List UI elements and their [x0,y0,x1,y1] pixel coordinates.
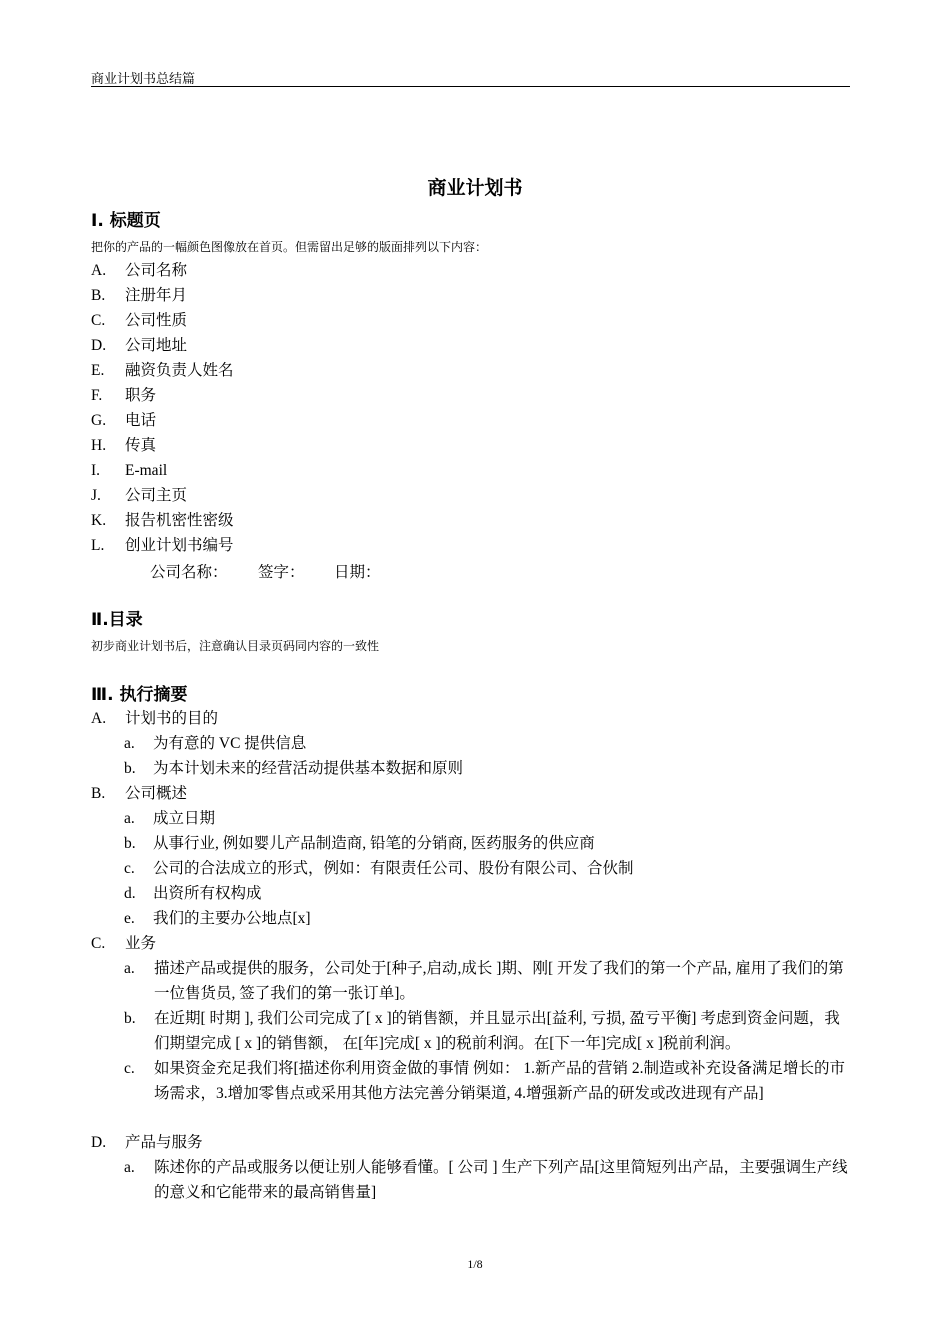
sub-list-item: b. 从事行业, 例如婴儿产品制造商, 铅笔的分销商, 医药服务的供应商 [124,835,595,852]
list-item: A. 计划书的目的 [91,710,219,727]
sub-list-item: b. 在近期[ 时期 ], 我们公司完成了[ x ]的销售额，并且显示出[益利, 亏损, 盈亏平衡] 考虑到资金问题，我们期望完成 [ x ]的销售额， 在[年]完成[ x ]的税前利润。在[下一年]完成[ x ]税前利润。 [124,1010,840,1052]
section-heading-contents: Ⅱ.目录 [91,610,143,630]
list-item: H. 传真 [91,437,157,454]
signature-label: 签字： [258,564,305,581]
list-item: C. 公司性质 [91,312,188,329]
list-item: B. 注册年月 [91,287,188,304]
list-item: B. 公司概述 [91,785,188,802]
sub-list-item: c. 如果资金充足我们将[描述你利用资金做的事情 例如： 1.新产品的营销 2.制造或补充设备满足增长的市场需求，3.增加零售点或采用其他方法完善分销渠道, 4.增强新产品的研发或改进现有产品] [124,1060,846,1102]
sub-list-item: a. 陈述你的产品或服务以便让别人能够看懂。[ 公司 ] 生产下列产品[这里简短列出产品，主要强调生产线的意义和它能带来的最高销售量] [124,1159,848,1201]
list-item: J. 公司主页 [91,487,188,504]
section-note: 初步商业计划书后，注意确认目录页码同内容的一致性 [91,639,380,653]
list-item: D. 公司地址 [91,337,188,354]
page-number: 1/8 [467,1257,483,1271]
section-note: 把你的产品的一幅颜色图像放在首页。但需留出足够的版面排列以下内容： [91,240,488,254]
date-label: 日期： [334,564,381,581]
list-item: C. 业务 [91,935,157,952]
list-item: A. 公司名称 [91,262,188,279]
list-item: L. 创业计划书编号 [91,537,234,554]
sub-list-item: a. 成立日期 [124,810,216,827]
company-name-label: 公司名称： [150,564,228,581]
section-heading-executive-summary: Ⅲ. 执行摘要 [91,685,188,705]
sub-list-item: d. 出资所有权构成 [124,885,262,902]
list-item: K. 报告机密性密级 [91,512,234,529]
list-item: F. 职务 [91,387,157,404]
header-rule [91,86,850,87]
list-item: I. E-mail [91,462,168,479]
running-header: 商业计划书总结篇 [91,72,196,87]
list-item: E. 融资负责人姓名 [91,362,234,379]
signature-line [150,560,381,585]
list-item: D. 产品与服务 [91,1134,203,1151]
sub-list-item: a. 描述产品或提供的服务，公司处于[种子,启动,成长 ]期、刚[ 开发了我们的第一个产品, 雇用了我们的第一位售货员, 签了我们的第一张订单]。 [124,960,844,1002]
document-title: 商业计划书 [427,177,523,199]
list-item: G. 电话 [91,412,157,429]
section-heading-title-page: Ⅰ. 标题页 [91,211,161,231]
sub-list-item: e. 我们的主要办公地点[x] [124,910,311,927]
sub-list-item: a. 为有意的 VC 提供信息 [124,735,307,752]
sub-list-item: c. 公司的合法成立的形式，例如：有限责任公司、股份有限公司、合伙制 [124,860,634,877]
sub-list-item: b. 为本计划未来的经营活动提供基本数据和原则 [124,760,464,777]
